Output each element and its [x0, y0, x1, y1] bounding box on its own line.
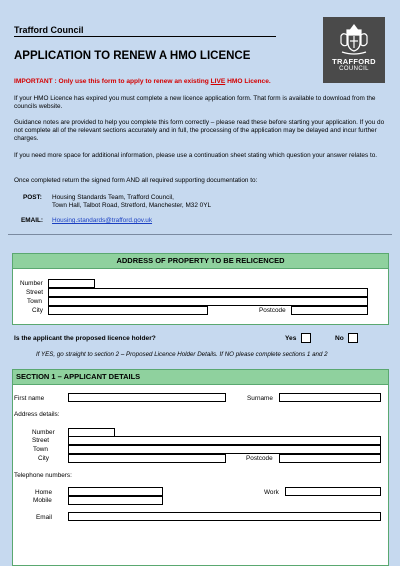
yes-label: Yes — [285, 335, 297, 342]
work-phone-input[interactable] — [285, 487, 381, 496]
logo-line-2: COUNCIL — [339, 66, 369, 72]
no-checkbox[interactable] — [348, 333, 358, 343]
header-rule — [14, 36, 276, 37]
paragraph-expired: If your HMO Licence has expired you must complete a new licence application form. That form is available to download from the councils website. — [14, 95, 376, 111]
first-name-input[interactable] — [68, 393, 226, 402]
post-line-1: Housing Standards Team, Trafford Council, — [52, 194, 174, 201]
email-link[interactable]: Housing.standards@trafford.gov.uk — [52, 217, 153, 224]
surname-input[interactable] — [279, 393, 381, 402]
property-city-label: City — [32, 307, 44, 314]
home-phone-input[interactable] — [68, 487, 163, 496]
property-number-label: Number — [20, 280, 43, 287]
applicant-town-input[interactable] — [68, 445, 381, 454]
separator — [8, 234, 392, 235]
yes-checkbox[interactable] — [301, 333, 311, 343]
first-name-label: First name — [14, 395, 45, 402]
council-name: Trafford Council — [14, 25, 84, 35]
important-prefix: IMPORTANT : Only use this form to apply to renew an existing — [14, 78, 211, 85]
paragraph-guidance: Guidance notes are provided to help you complete this form correctly – please read these before starting your application. If you do not complete all of the relevant sections accurately and in full, the processing of the application may be delayed and incur further charges. — [14, 119, 385, 143]
applicant-town-label: Town — [33, 446, 48, 453]
crest-icon — [337, 22, 371, 56]
surname-label: Surname — [247, 395, 273, 402]
email-field[interactable] — [68, 512, 381, 521]
telephone-label: Telephone numbers: — [14, 472, 72, 479]
post-address — [52, 194, 211, 210]
paragraph-return: Once completed return the signed form AND all required supporting documentation to: — [14, 177, 258, 184]
mobile-phone-input[interactable] — [68, 496, 163, 505]
no-label: No — [335, 335, 344, 342]
property-street-label: Street — [26, 289, 44, 296]
mobile-phone-label: Mobile — [33, 497, 52, 504]
property-city-input[interactable] — [48, 306, 208, 315]
applicant-street-input[interactable] — [68, 436, 381, 445]
applicant-street-label: Street — [32, 437, 50, 444]
property-postcode-input[interactable] — [291, 306, 368, 315]
holder-instruction: If YES, go straight to section 2 – Proposed Licence Holder Details. If NO please complete sections 1 and 2 — [36, 351, 328, 358]
address-section-header: ADDRESS OF PROPERTY TO BE RELICENCED — [12, 253, 389, 269]
applicant-city-label: City — [38, 455, 50, 462]
property-street-input[interactable] — [48, 288, 368, 297]
home-phone-label: Home — [35, 489, 53, 496]
important-notice — [14, 78, 271, 85]
important-highlight: LIVE — [210, 78, 226, 85]
logo-line-1: TRAFFORD — [332, 57, 376, 66]
trafford-council-logo — [323, 17, 385, 83]
applicant-postcode-input[interactable] — [279, 454, 381, 463]
work-phone-label: Work — [264, 489, 279, 496]
applicant-number-label: Number — [32, 429, 55, 436]
applicant-postcode-label: Postcode — [246, 455, 273, 462]
applicant-city-input[interactable] — [68, 454, 226, 463]
post-line-2: Town Hall, Talbot Road, Stretford, Manchester, M32 0YL — [52, 202, 212, 210]
important-suffix: HMO Licence. — [225, 78, 271, 85]
licence-holder-question: Is the applicant the proposed licence holder? — [14, 335, 156, 342]
property-number-input[interactable] — [48, 279, 95, 288]
property-town-label: Town — [27, 298, 42, 305]
post-label: POST: — [23, 194, 42, 201]
page-title: APPLICATION TO RENEW A HMO LICENCE — [14, 50, 251, 62]
paragraph-continuation: If you need more space for additional information, please use a continuation sheet stating which question your answer relates to. — [14, 152, 378, 159]
address-details-label: Address details: — [14, 411, 60, 418]
section1-header: SECTION 1 – APPLICANT DETAILS — [12, 369, 389, 385]
property-town-input[interactable] — [48, 297, 368, 306]
property-postcode-label: Postcode — [259, 307, 286, 314]
email-field-label: Email — [36, 514, 52, 521]
email-label: EMAIL: — [21, 217, 44, 224]
